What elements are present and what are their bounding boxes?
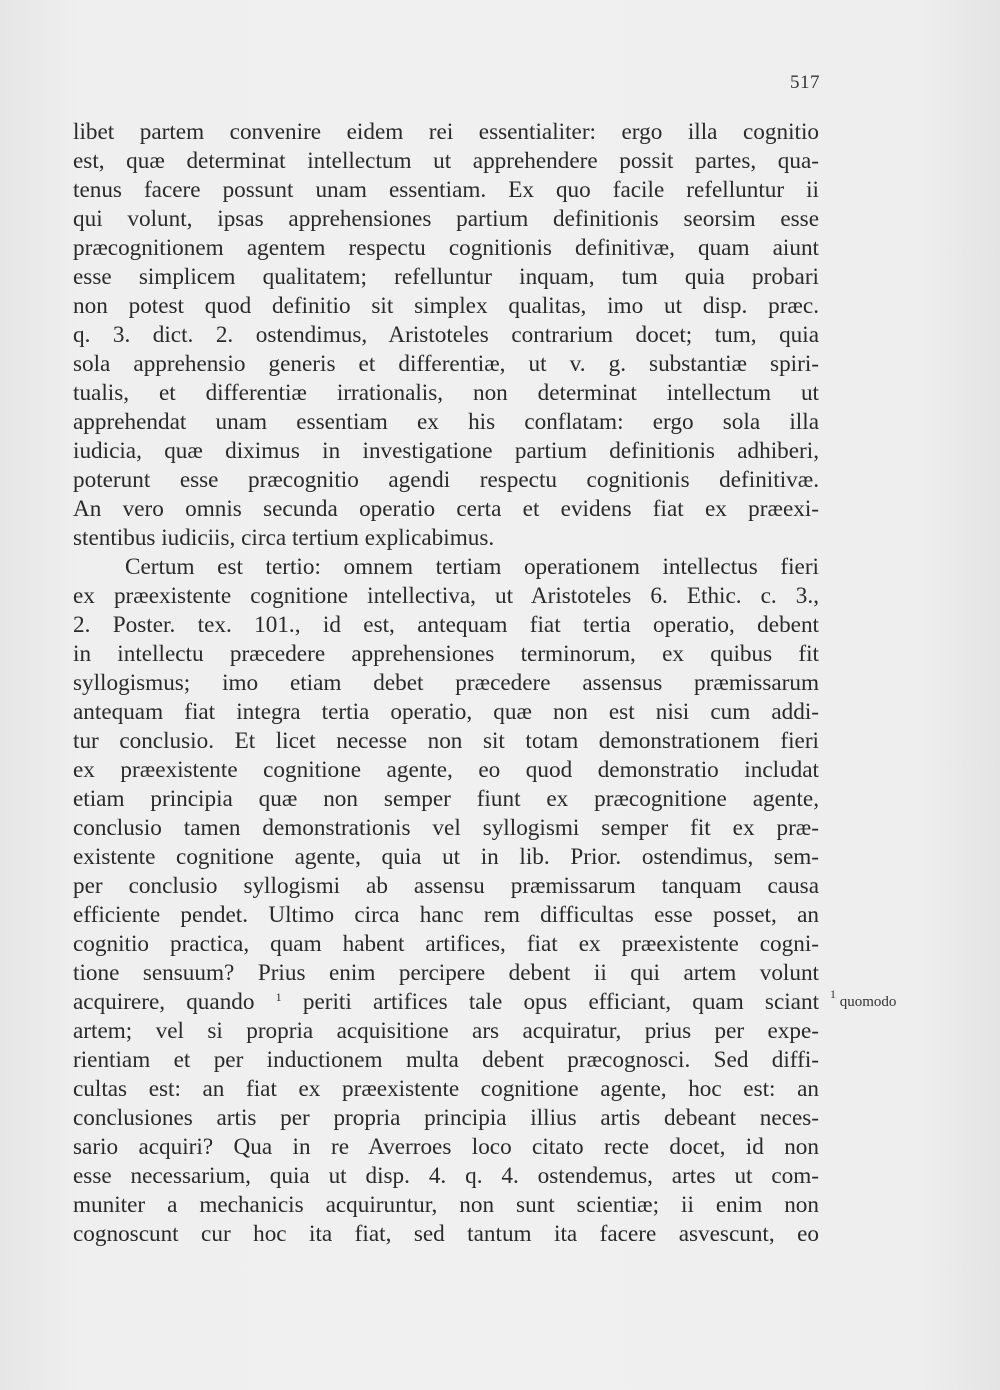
- text-line: antequam fiat integra tertia operatio, quæ non est nisi cum addi-: [73, 699, 819, 725]
- text-line: 2. Poster. tex. 101., id est, antequam fiat tertia operatio, debent: [73, 612, 819, 638]
- text-line: præcognitionem agentem respectu cognitionis definitivæ, quam aiunt: [73, 235, 819, 261]
- text-line: cultas est: an fiat ex præexistente cognitione agente, hoc est: an: [73, 1076, 819, 1102]
- text-fragment: acquirere, quando: [73, 989, 255, 1015]
- text-line: est, quæ determinat intellectum ut apprehendere possit partes, qua-: [73, 148, 819, 174]
- text-line: stentibus iudiciis, circa tertium explicabimus.: [73, 525, 495, 551]
- text-line: etiam principia quæ non semper fiunt ex præcognitione agente,: [73, 786, 819, 812]
- text-line: cognoscunt cur hoc ita fiat, sed tantum ita facere asvescunt, eo: [73, 1221, 819, 1247]
- text-line: Certum est tertio: omnem tertiam operationem intellectus fieri: [125, 554, 819, 580]
- text-line: sola apprehensio generis et differentiæ, ut v. g. substantiæ spiri-: [73, 351, 819, 377]
- text-line: efficiente pendet. Ultimo circa hanc rem difficultas esse posset, an: [73, 902, 819, 928]
- text-line: conclusio tamen demonstrationis vel syllogismi semper fit ex præ-: [73, 815, 819, 841]
- text-line: apprehendat unam essentiam ex his conflatam: ergo sola illa: [73, 409, 819, 435]
- text-line: q. 3. dict. 2. ostendimus, Aristoteles contrarium docet; tum, quia: [73, 322, 819, 348]
- text-line-with-footnote: [73, 988, 819, 1017]
- page-number: 517: [790, 72, 820, 93]
- text-line: tur conclusio. Et licet necesse non sit totam demonstrationem fieri: [73, 728, 819, 754]
- text-line: iudicia, quæ diximus in investigatione partium definitionis adhiberi,: [73, 438, 819, 464]
- text-line: sario acquiri? Qua in re Averroes loco citato recte docet, id non: [73, 1134, 819, 1160]
- body-text: [73, 118, 819, 1249]
- text-line: esse necessarium, quia ut disp. 4. q. 4. ostendemus, artes ut com-: [73, 1163, 819, 1189]
- text-line: poterunt esse præcognitio agendi respectu cognitionis definitivæ.: [73, 467, 819, 493]
- text-line: tualis, et differentiæ irrationalis, non determinat intellectum ut: [73, 380, 819, 406]
- text-fragment: periti artifices tale opus efficiant, quam sciant: [302, 989, 819, 1015]
- text-line: conclusiones artis per propria principia illius artis debeant neces-: [73, 1105, 819, 1131]
- text-line: syllogismus; imo etiam debet præcedere assensus præmissarum: [73, 670, 819, 696]
- margin-note: [830, 988, 896, 1017]
- text-line: per conclusio syllogismi ab assensu præmissarum tanquam causa: [73, 873, 819, 899]
- text-line: An vero omnis secunda operatio certa et evidens fiat ex præexi-: [73, 496, 819, 522]
- text-line: muniter a mechanicis acquiruntur, non sunt scientiæ; ii enim non: [73, 1192, 819, 1218]
- text-line: rientiam et per inductionem multa debent præcognosci. Sed diffi-: [73, 1047, 819, 1073]
- margin-note-text: quomodo: [839, 994, 897, 1010]
- text-line: ex præexistente cognitione agente, eo quod demonstratio includat: [73, 757, 819, 783]
- footnote-marker: 1: [275, 990, 282, 1004]
- text-line: tione sensuum? Prius enim percipere debent ii qui artem volunt: [73, 960, 819, 986]
- text-line: libet partem convenire eidem rei essentialiter: ergo illa cognitio: [73, 119, 819, 145]
- text-line: tenus facere possunt unam essentiam. Ex quo facile refelluntur ii: [73, 177, 819, 203]
- text-line: ex præexistente cognitione intellectiva, ut Aristoteles 6. Ethic. c. 3.,: [73, 583, 819, 609]
- text-line: non potest quod definitio sit simplex qualitas, imo ut disp. præc.: [73, 293, 819, 319]
- text-line: in intellectu præcedere apprehensiones terminorum, ex quibus fit: [73, 641, 819, 667]
- text-line: qui volunt, ipsas apprehensiones partium definitionis seorsim esse: [73, 206, 819, 232]
- text-line: artem; vel si propria acquisitione ars acquiratur, prius per expe-: [73, 1018, 819, 1044]
- text-line: esse simplicem qualitatem; refelluntur inquam, tum quia probari: [73, 264, 819, 290]
- text-line: cognitio practica, quam habent artifices, fiat ex præexistente cogni-: [73, 931, 819, 957]
- margin-note-marker: 1: [830, 987, 836, 1001]
- text-line: existente cognitione agente, quia ut in lib. Prior. ostendimus, sem-: [73, 844, 819, 870]
